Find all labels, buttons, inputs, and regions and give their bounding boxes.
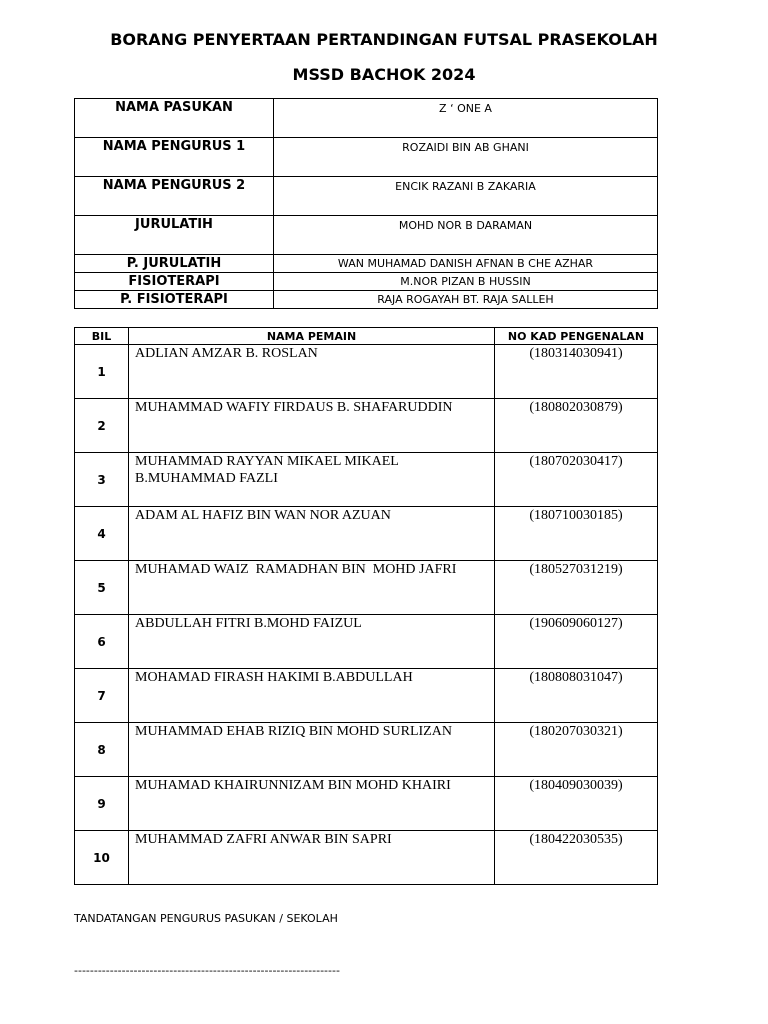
table-row	[75, 453, 658, 507]
manager-1-value: ROZAIDI BIN AB GHANI	[274, 138, 658, 177]
table-row	[75, 507, 658, 561]
bil-header: BIL	[75, 328, 129, 345]
form-subtitle: MSSD BACHOK 2024	[292, 65, 476, 84]
player-name: ADLIAN AMZAR B. ROSLAN	[129, 345, 495, 399]
coach-value: MOHD NOR B DARAMAN	[274, 216, 658, 255]
team-info-row	[75, 291, 658, 309]
team-info-row	[75, 273, 658, 291]
player-ic-number: (180802030879)	[495, 399, 658, 453]
player-number: 3	[75, 453, 129, 507]
physio-label: FISIOTERAPI	[75, 273, 274, 291]
player-ic-number: (180702030417)	[495, 453, 658, 507]
player-name: MUHAMMAD EHAB RIZIQ BIN MOHD SURLIZAN	[129, 723, 495, 777]
team-name-value: Z ‘ ONE A	[274, 99, 658, 138]
table-row	[75, 777, 658, 831]
assistant-coach-label: P. JURULATIH	[75, 255, 274, 273]
assistant-physio-label: P. FISIOTERAPI	[75, 291, 274, 309]
manager-2-label: NAMA PENGURUS 2	[75, 177, 274, 216]
table-row	[75, 831, 658, 885]
player-number: 8	[75, 723, 129, 777]
manager-2-value: ENCIK RAZANI B ZAKARIA	[274, 177, 658, 216]
player-name-header: NAMA PEMAIN	[129, 328, 495, 345]
player-name: ABDULLAH FITRI B.MOHD FAIZUL	[129, 615, 495, 669]
physio-value: M.NOR PIZAN B HUSSIN	[274, 273, 658, 291]
signature-label: TANDATANGAN PENGURUS PASUKAN / SEKOLAH	[74, 912, 338, 925]
table-row	[75, 669, 658, 723]
player-number: 10	[75, 831, 129, 885]
player-ic-number: (180207030321)	[495, 723, 658, 777]
assistant-coach-value: WAN MUHAMAD DANISH AFNAN B CHE AZHAR	[274, 255, 658, 273]
table-row	[75, 615, 658, 669]
player-number: 5	[75, 561, 129, 615]
player-name: MUHAMMAD RAYYAN MIKAEL MIKAEL B.MUHAMMAD FAZLI	[129, 453, 495, 507]
form-title: BORANG PENYERTAAN PERTANDINGAN FUTSAL PRASEKOLAH	[110, 30, 658, 49]
player-name: MUHAMMAD WAFIY FIRDAUS B. SHAFARUDDIN	[129, 399, 495, 453]
player-number: 7	[75, 669, 129, 723]
player-number: 1	[75, 345, 129, 399]
player-name: MOHAMAD FIRASH HAKIMI B.ABDULLAH	[129, 669, 495, 723]
player-ic-number: (180409030039)	[495, 777, 658, 831]
player-ic-number: (180422030535)	[495, 831, 658, 885]
player-table	[74, 327, 658, 885]
team-info-table	[74, 98, 658, 309]
team-info-row	[75, 99, 658, 138]
coach-label: JURULATIH	[75, 216, 274, 255]
team-info-row	[75, 255, 658, 273]
player-ic-number: (180710030185)	[495, 507, 658, 561]
player-number: 6	[75, 615, 129, 669]
player-number: 9	[75, 777, 129, 831]
team-name-label: NAMA PASUKAN	[75, 99, 274, 138]
player-ic-number: (180527031219)	[495, 561, 658, 615]
table-row	[75, 345, 658, 399]
player-name: MUHAMAD WAIZ RAMADHAN BIN MOHD JAFRI	[129, 561, 495, 615]
player-name: MUHAMMAD ZAFRI ANWAR BIN SAPRI	[129, 831, 495, 885]
player-number: 4	[75, 507, 129, 561]
table-row	[75, 561, 658, 615]
signature-line: -------------------------------------------------------------------	[74, 964, 340, 977]
player-number: 2	[75, 399, 129, 453]
player-name: ADAM AL HAFIZ BIN WAN NOR AZUAN	[129, 507, 495, 561]
table-row	[75, 399, 658, 453]
manager-1-label: NAMA PENGURUS 1	[75, 138, 274, 177]
player-ic-number: (180808031047)	[495, 669, 658, 723]
team-info-row	[75, 177, 658, 216]
team-info-row	[75, 138, 658, 177]
assistant-physio-value: RAJA ROGAYAH BT. RAJA SALLEH	[274, 291, 658, 309]
table-row	[75, 723, 658, 777]
player-ic-number: (190609060127)	[495, 615, 658, 669]
team-info-row	[75, 216, 658, 255]
ic-number-header: NO KAD PENGENALAN	[495, 328, 658, 345]
player-name: MUHAMAD KHAIRUNNIZAM BIN MOHD KHAIRI	[129, 777, 495, 831]
player-table-header	[75, 328, 658, 345]
player-ic-number: (180314030941)	[495, 345, 658, 399]
